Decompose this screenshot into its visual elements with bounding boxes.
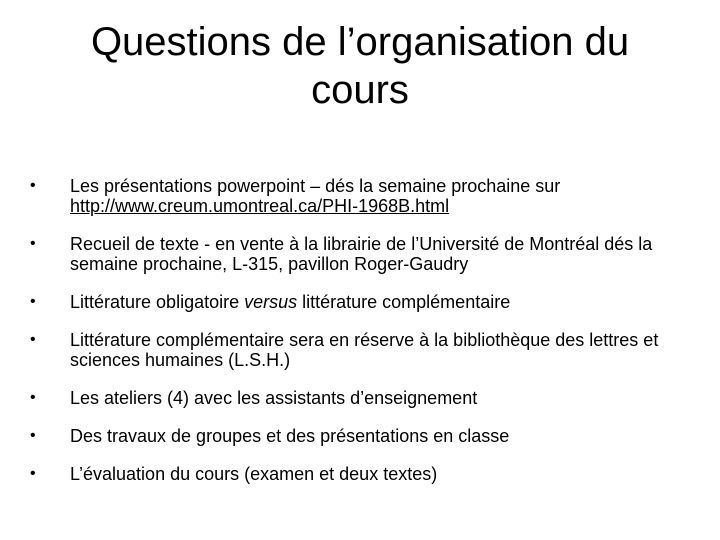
bullet-text: Littérature complémentaire sera en réserve à la bibliothèque des lettres et sciences humaines (L.S.H.) [70,330,659,370]
bullet-item-reserve [30,330,690,370]
course-website-link[interactable]: http://www.creum.umontreal.ca/PHI-1968B.html [70,196,450,216]
bullet-item-litterature [30,292,690,312]
bullet-item-recueil [30,234,690,274]
bullet-icon: • [30,427,36,444]
bullet-icon: • [30,389,36,406]
bullet-icon: • [30,331,36,348]
bullet-icon: • [30,465,36,482]
bullet-text: Recueil de texte - en vente à la librairie de l’Université de Montréal dés la semaine prochaine, L-315, pavillon Roger-Gaudry [70,234,653,274]
bullet-list [30,176,690,502]
bullet-text-italic: versus [244,292,298,312]
slide-title-line-1: Questions de l’organisation du [90,20,630,64]
bullet-item-evaluation [30,464,690,484]
bullet-item-travaux [30,426,690,446]
bullet-icon: • [30,235,36,252]
bullet-icon: • [30,177,36,194]
bullet-text: L’évaluation du cours (examen et deux textes) [70,464,438,484]
bullet-icon: • [30,293,36,310]
bullet-text: Des travaux de groupes et des présentations en classe [70,426,510,446]
bullet-item-presentations [30,176,690,216]
bullet-text-before: Littérature obligatoire [70,292,245,312]
bullet-text: Les présentations powerpoint – dés la semaine prochaine sur [70,176,561,196]
bullet-text-after: littérature complémentaire [297,292,511,312]
bullet-item-ateliers [30,388,690,408]
bullet-text: Les ateliers (4) avec les assistants d’enseignement [70,388,478,408]
slide-title-line-2: cours [311,68,409,112]
slide-title [40,18,680,114]
